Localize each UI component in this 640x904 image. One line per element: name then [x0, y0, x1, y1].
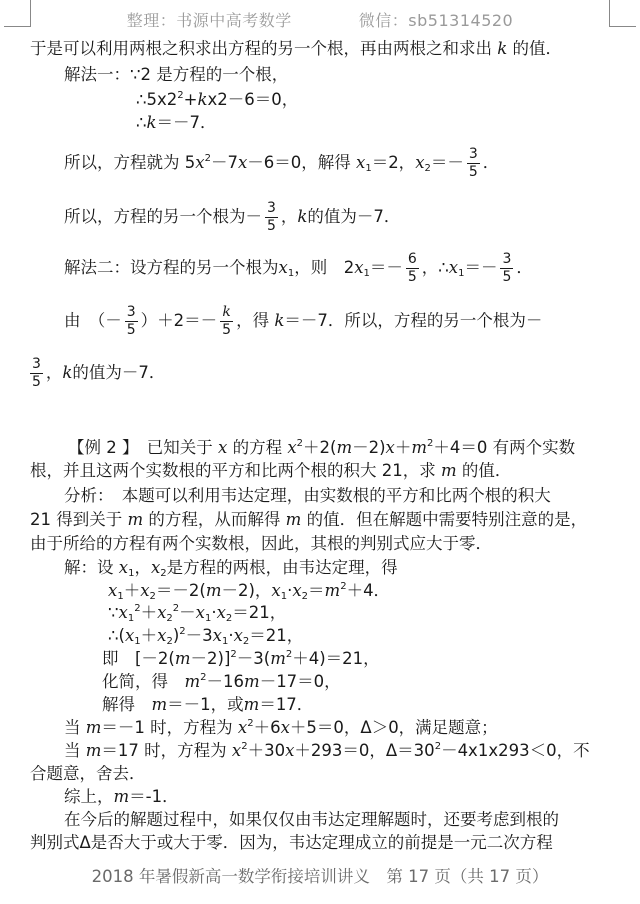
text-line: 综上，m＝-1．: [64, 787, 179, 806]
math-line: 化简，得 $m^2-16m-17=0$，: [102, 672, 341, 691]
math-line: $\therefore(x_1+x_2)^2-3x_1\cdot x_2=21$，: [108, 626, 304, 647]
math-line: $\because x_1^2+x_2^2-x_1\cdot x_2=21$，: [108, 603, 287, 624]
math-line: 当 m＝－1 时，方程为 $x^2+6x+5=0$，Δ＞0，满足题意；: [64, 718, 498, 737]
math-line: 即 $[-2(m-2)]^2-3(m^2+4)=21$，: [102, 649, 380, 668]
math-line: 所以，方程就为 $5x^2-7x-6=0$，解得 $x_1=2$，$x_2=-$ $\frac{3}{5}$ ．: [64, 146, 500, 180]
header-title: 整理：书源中高考数学: [126, 11, 292, 30]
math-line: $x_1+x_2=-2(m-2)$，$x_1\cdot x_2=m^2+4$．: [108, 581, 391, 602]
example-2-heading: 【例 2 】 已知关于 x 的方程 $x^2+2(m-2)x+m^2+4=0$ 有两个实数: [68, 438, 576, 457]
fraction: $\frac{6}{5}$: [407, 251, 417, 285]
text-line: 分析： 本题可以利用韦达定理，由实数根的平方和比两个根的积大: [64, 486, 551, 505]
header-wechat: 微信：sb51314520: [358, 11, 514, 30]
text-line: 合题意，舍去．: [30, 764, 146, 783]
math-line: $\therefore 5x2^2+kx2-6=0$，: [136, 90, 299, 109]
math-line: 解得 m＝－1，或m＝17．: [102, 695, 314, 714]
math-line: 由 （－ $\frac{3}{5}$ ）＋2＝－ $\frac{k}{5}$ ，得 k＝－7．所以，方程的另一个根为－: [64, 304, 543, 338]
math-line: 所以，方程的另一个根为－ $\frac{3}{5}$ ，k的值为－7．: [64, 200, 401, 234]
text-line: 由于所给的方程有两个实数根，因此，其根的判别式应大于零．: [30, 534, 492, 553]
text-line: 21 得到关于 m 的方程，从而解得 m 的值．但在解题中需要特别注意的是，: [30, 510, 588, 529]
page-footer: 2018 年暑假新高一数学衔接培训讲义 第 17 页（共 17 页）: [91, 867, 549, 886]
fraction: $\frac{3}{5}$: [468, 146, 478, 180]
text-line: 在今后的解题过程中，如果仅仅由韦达定理解题时，还要考虑到根的: [64, 810, 559, 829]
fraction: $\frac{k}{5}$: [222, 304, 232, 338]
math-line: ∴k＝－7．: [136, 113, 217, 132]
fraction: $\frac{3}{5}$: [267, 200, 276, 234]
page-header: [0, 8, 640, 31]
text-line: 解法一：∵2 是方程的一个根，: [64, 65, 289, 84]
text-line: 于是可以利用两根之积求出方程的另一个根，再由两根之和求出 k 的值．: [30, 39, 562, 58]
math-line: $\frac{3}{5}$ ，k的值为－7．: [32, 356, 166, 390]
fraction: $\frac{3}{5}$: [502, 251, 512, 285]
text-line: 判别式Δ是否大于或大于零．因为，韦达定理成立的前提是一元二次方程: [30, 833, 553, 852]
math-line: 解法二：设方程的另一个根为$x_1$，则 $2x_1=-$ $\frac{6}{5}$ ，$\therefore x_1=-$ $\frac{3}{5}$ ．: [64, 251, 533, 285]
math-line: 当 m＝17 时，方程为 $x^2+30x+293=0$，$\Delta=30^2-4x1x293<0$，不: [64, 741, 590, 760]
text-line: 根，并且这两个实数根的平方和比两个根的积大 21，求 m 的值．: [30, 461, 512, 480]
fraction: $\frac{3}{5}$: [126, 304, 136, 338]
math-line: 解：设 $x_1$，$x_2$是方程的两根，由韦达定理，得: [64, 558, 398, 579]
fraction: $\frac{3}{5}$: [32, 356, 41, 390]
